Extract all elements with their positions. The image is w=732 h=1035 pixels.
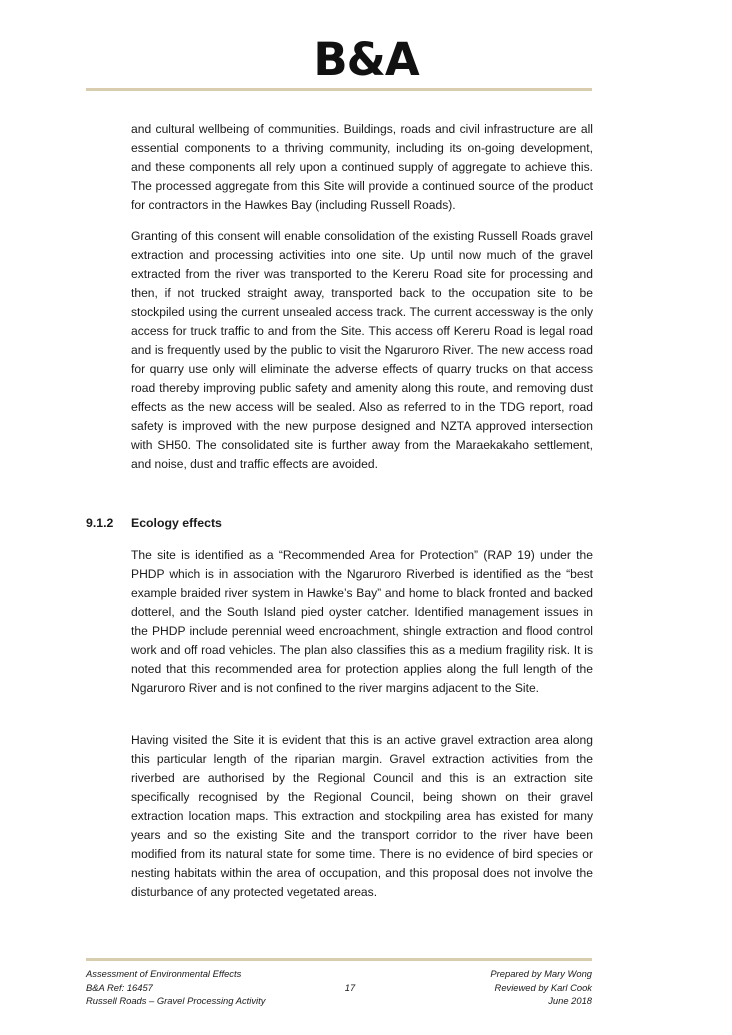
page-number: 17: [344, 982, 356, 993]
body-paragraph: Granting of this consent will enable consolidation of the existing Russell Roads gravel extraction and processing activities into one site. Up until now much of the gravel extracted from the river was transported to the Kereru Road site for processing and then, if not trucked straight away, transported back to the occupation site to be stockpiled using the current unsealed access track. The current accessway is the only access for truck traffic to and from the Site. This access off Kereru Road is legal road and is frequently used by the public to visit the Ngaruroro River. The new access road for quarry use only will eliminate the adverse effects of quarry trucks on that access road thereby improving public safety and amenity along this route, and removing dust effects as the new access will be sealed. Also as referred to in the TDG report, road safety is improved with the new purpose designed and NZTA approved intersection with SH50. The consolidated site is further away from the Maraekakaho settlement, and noise, dust and traffic effects are avoided.: [131, 229, 593, 471]
footer-prepared-by: Prepared by Mary Wong: [490, 968, 592, 979]
body-paragraph: and cultural wellbeing of communities. Buildings, roads and civil infrastructure are all essential components to a thriving community, including its on-going development, and these components all rely upon a continued supply of aggregate to achieve this. The processed aggregate from this Site will provide a continued source of the product for contractors in the Hawkes Bay (including Russell Roads).: [131, 122, 593, 212]
company-logo: B&A: [313, 33, 419, 86]
footer-project: Russell Roads – Gravel Processing Activity: [86, 995, 266, 1006]
section-number: 9.1.2: [86, 516, 114, 530]
body-paragraph: Having visited the Site it is evident that this is an active gravel extraction area along this particular length of the riparian margin. Gravel extraction activities from the riverbed are authorised by the Regional Council and this is an extraction site specifically recognised by the Regional Council, being shown on their gravel extraction location maps. This extraction and stockpiling area has existed for many years and so the existing Site and the transport corridor to the river have been modified from its natural state for some time. There is no evidence of bird species or nesting habitats within the area of occupation, and this proposal does not involve the disturbance of any protected vegetated areas.: [131, 733, 593, 899]
body-paragraph: The site is identified as a “Recommended Area for Protection” (RAP 19) under the PHDP which is in association with the Ngaruroro Riverbed is identified as the “best example braided river system in Hawke’s Bay” and home to black fronted and backed dotterel, and the South Island pied oyster catcher. Identified management issues in the PHDP include perennial weed encroachment, shingle extraction and flood control work and off road vehicles. The plan also classifies this as a medium fragility risk. It is noted that this recommended area for protection applies along the full length of the Ngaruroro River and is not confined to the river margins adjacent to the Site.: [131, 548, 593, 695]
section-title: Ecology effects: [131, 516, 222, 530]
footer-document-title: Assessment of Environmental Effects: [86, 968, 242, 979]
header-divider: [86, 88, 592, 91]
footer-divider: [86, 958, 592, 961]
footer-date: June 2018: [548, 995, 592, 1006]
footer-right: [490, 967, 592, 1008]
footer-reference: B&A Ref: 16457: [86, 981, 153, 993]
section-heading: [86, 514, 222, 533]
footer-reviewed-by: Reviewed by Karl Cook: [494, 981, 592, 993]
